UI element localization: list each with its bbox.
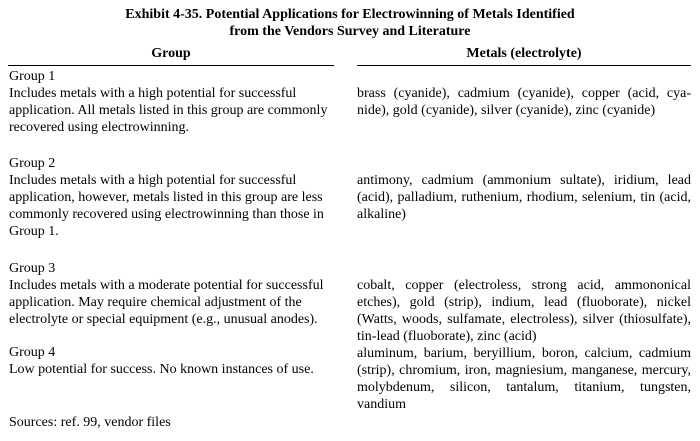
group-description: Includes metals with a high potential for successful application, however, metals listed in this group are less commonly recovered using electrowinning than those in Group 1. <box>9 173 324 239</box>
group-name: Group 2 <box>9 156 56 171</box>
exhibit-title-line-1: Exhibit 4-35. Potential Applications for Electrowinning of Metals Identified <box>125 7 575 22</box>
header-rule-right <box>357 65 691 66</box>
metals-cell-group-4: aluminum, barium, beryillium, boron, calcium, cadmium (strip), chromium, iron, magniesium, manganese, mercury, molybdenum, silicon, tantalum, titanium, tungsten, vandium <box>357 346 691 412</box>
sources-note: Sources: ref. 99, vendor files <box>9 415 171 430</box>
column-header-group: Group <box>151 46 191 61</box>
group-description: Includes metals with a moderate potential for successful application. May require chemical adjustment of the electrolyte or special equipment (e.g., unusual anodes). <box>9 278 324 327</box>
group-description: Low potential for success. No known instances of use. <box>9 362 314 377</box>
table-row-group-2 <box>9 155 344 240</box>
table-row-group-3 <box>9 260 344 328</box>
exhibit-title-line-2: from the Vendors Survey and Literature <box>229 24 471 39</box>
group-name: Group 4 <box>9 345 56 360</box>
table-row-group-4 <box>9 344 344 378</box>
group-name: Group 3 <box>9 261 56 276</box>
metals-cell-group-3: cobalt, copper (electroless, strong acid, ammononical etches), gold (strip), indium, lead (fluoborate), nickel (Watts, woods, sulfamate, electroless), silver (thiosulfate), tin-lead (fluoborate), zinc (acid) <box>357 278 691 344</box>
table-row-group-1 <box>9 68 344 136</box>
header-rule-left <box>8 65 334 66</box>
metals-cell-group-1: brass (cyanide), cadmium (cyanide), copper (acid, cya-nide), gold (cyanide), silver (cyanide), zinc (cyanide) <box>357 86 691 118</box>
metals-cell-group-2: antimony, cadmium (ammonium sultate), iridium, lead (acid), palladium, ruthenium, rhodium, selenium, tin (acid, alkaline) <box>357 173 691 222</box>
group-name: Group 1 <box>9 69 56 84</box>
group-description: Includes metals with a high potential for successful application. All metals listed in this group are commonly recovered using electrowinning. <box>9 86 328 135</box>
column-header-metals: Metals (electrolyte) <box>466 46 582 61</box>
